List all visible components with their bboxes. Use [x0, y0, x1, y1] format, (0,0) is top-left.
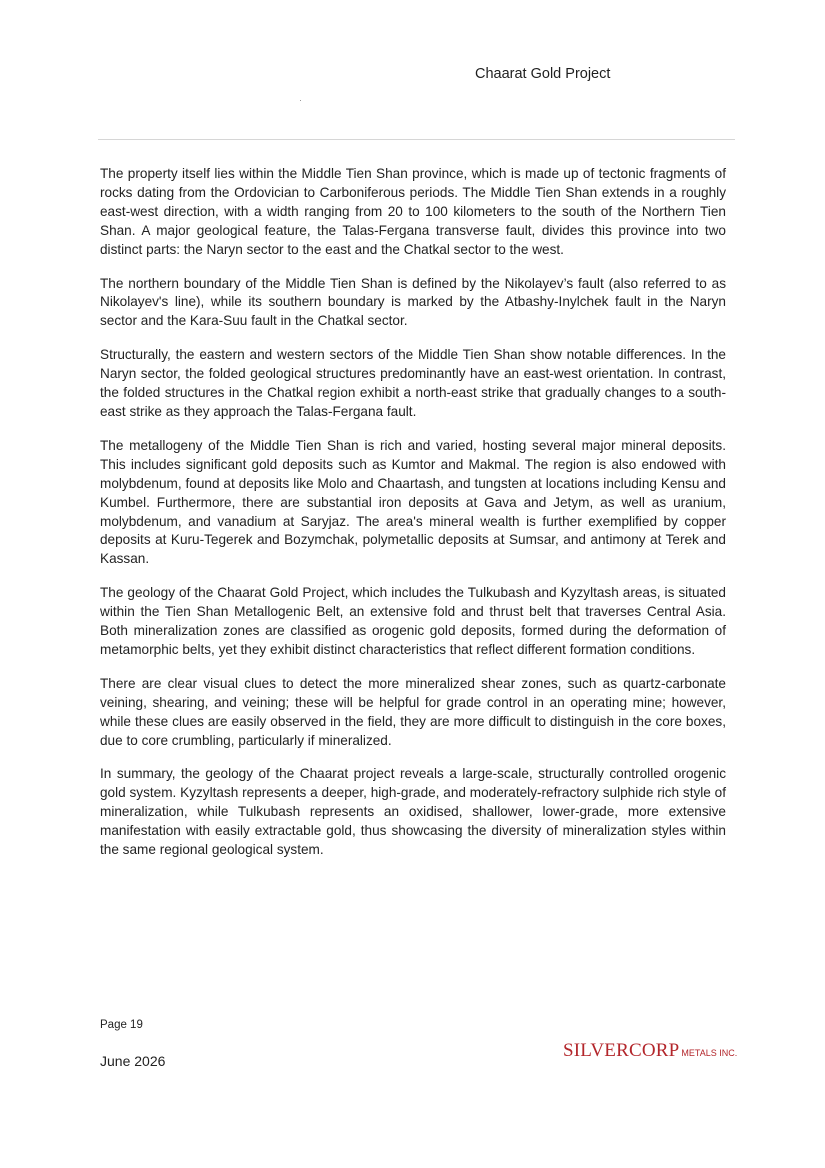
page-number: Page 19 [100, 1019, 143, 1031]
document-body [100, 165, 726, 875]
header-divider [98, 139, 735, 140]
logo-tagline: METALS INC. [681, 1048, 738, 1058]
paragraph: The northern boundary of the Middle Tien Shan is defined by the Nikolayev’s fault (also referred to as Nikolayev's line), while its southern boundary is marked by the Atbashy-Inylchek fault in the Naryn sector and the Kara-Suu fault in the Chatkal sector. [100, 275, 726, 329]
document-date: June 2026 [100, 1053, 166, 1069]
paragraph: The geology of the Chaarat Gold Project, which includes the Tulkubash and Kyzyltash areas, is situated within the Tien Shan Metallogenic Belt, an extensive fold and thrust belt that traverses Central Asia. Both mineralization zones are classified as orogenic gold deposits, formed during the deformation of metamorphic belts, yet they exhibit distinct characteristics that reflect different formation conditions. [100, 585, 726, 657]
paragraph: The property itself lies within the Middle Tien Shan province, which is made up of tectonic fragments of rocks dating from the Ordovician to Carboniferous periods. The Middle Tien Shan extends in a roughly east-west direction, with a width ranging from 20 to 100 kilometers to the south of the Northern Tien Shan. A major geological feature, the Talas-Fergana transverse fault, divides this province into two distinct parts: the Naryn sector to the east and the Chatkal sector to the west. [100, 166, 726, 257]
logo-wordmark: SILVERCORP [563, 1040, 680, 1061]
paragraph: There are clear visual clues to detect the more mineralized shear zones, such as quartz-carbonate veining, shearing, and veining; these will be helpful for grade control in an operating mine; however, while these clues are easily observed in the field, they are more difficult to distinguish in the core boxes, due to core crumbling, particularly if mineralized. [100, 675, 726, 748]
document-title: Chaarat Gold Project [475, 66, 611, 82]
header-mark [300, 100, 301, 101]
paragraph: Structurally, the eastern and western sectors of the Middle Tien Shan show notable differences. In the Naryn sector, the folded geological structures predominantly have an east-west orientation. In contrast, the folded structures in the Chatkal region exhibit a north-east strike that gradually changes to a south-east strike as they approach the Talas-Fergana fault. [100, 347, 726, 419]
silvercorp-logo [563, 1040, 738, 1066]
paragraph: The metallogeny of the Middle Tien Shan is rich and varied, hosting several major mineral deposits. This includes significant gold deposits such as Kumtor and Makmal. The region is also endowed with molybdenum, found at deposits like Molo and Chaartash, and tungsten at locations including Kensu and Kumbel. Furthermore, there are substantial iron deposits at Gava and Jetym, as well as uranium, molybdenum, and vanadium at Saryjaz. The area's mineral wealth is further exemplified by copper deposits at Kuru-Tegerek and Bozymchak, polymetallic deposits at Sumsar, and antimony at Terek and Kassan. [100, 437, 726, 567]
paragraph: In summary, the geology of the Chaarat project reveals a large-scale, structurally controlled orogenic gold system. Kyzyltash represents a deeper, high-grade, and moderately-refractory sulphide rich style of mineralization, while Tulkubash represents an oxidised, shallower, lower-grade, more extensive manifestation with easily extractable gold, thus showcasing the diversity of mineralization styles within the same regional geological system. [100, 766, 726, 858]
